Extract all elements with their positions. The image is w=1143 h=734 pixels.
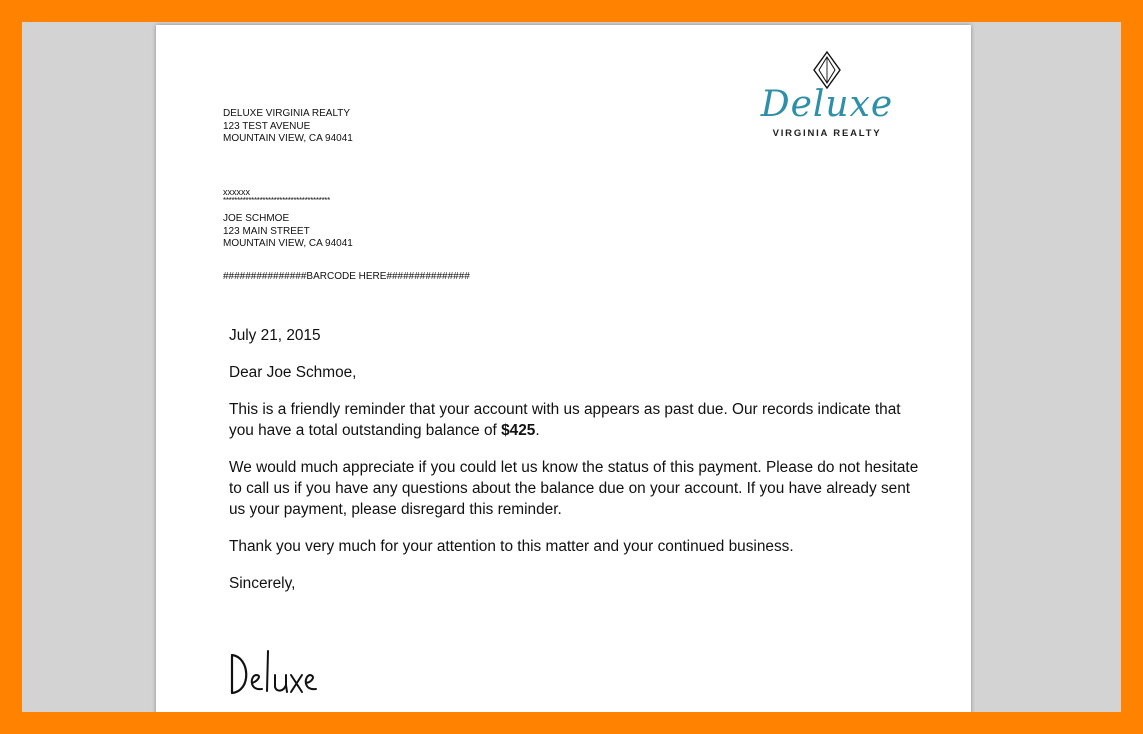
recipient-street: 123 MAIN STREET [223, 225, 310, 237]
logo-subtitle: VIRGINIA REALTY [772, 128, 882, 139]
barcode-placeholder: ###############BARCODE HERE############### [223, 271, 470, 282]
letter-date: July 21, 2015 [229, 327, 321, 344]
paragraph-1-end: . [535, 422, 540, 439]
document-viewer [22, 22, 1121, 712]
logo-wordmark: Deluxe [760, 84, 894, 125]
recipient-name: JOE SCHMOE [223, 213, 290, 224]
sender-address [223, 108, 353, 146]
sender-city: MOUNTAIN VIEW, CA 94041 [223, 133, 353, 144]
sender-name: DELUXE VIRGINIA REALTY [223, 108, 351, 119]
recipient-city: MOUNTAIN VIEW, CA 94041 [223, 238, 353, 249]
sender-street: 123 TEST AVENUE [223, 120, 311, 132]
handwritten-signature [228, 645, 318, 699]
letter-paragraph-1 [229, 399, 929, 441]
recipient-address [223, 213, 353, 251]
paragraph-1-text: This is a friendly reminder that your account with us appears as past due. Our records indicate that you have a total outstanding balance of [229, 401, 901, 439]
balance-amount: $425 [501, 422, 536, 439]
dot-line: ************************************** [223, 196, 330, 205]
letter-paragraph-3: Thank you very much for your attention to this matter and your continued business. [229, 538, 794, 555]
mail-code: xxxxxx [223, 187, 250, 197]
letter-page [156, 25, 971, 712]
company-logo [752, 51, 902, 143]
letter-paragraph-2: We would much appreciate if you could let us know the status of this payment. Please do not hesitate to call us if you have any questions about the balance due on your account. If you have already sent us your payment, please disregard this reminder. [229, 459, 919, 518]
letter-salutation: Dear Joe Schmoe, [229, 364, 357, 381]
letter-body [229, 325, 929, 610]
letter-closing: Sincerely, [229, 575, 296, 592]
